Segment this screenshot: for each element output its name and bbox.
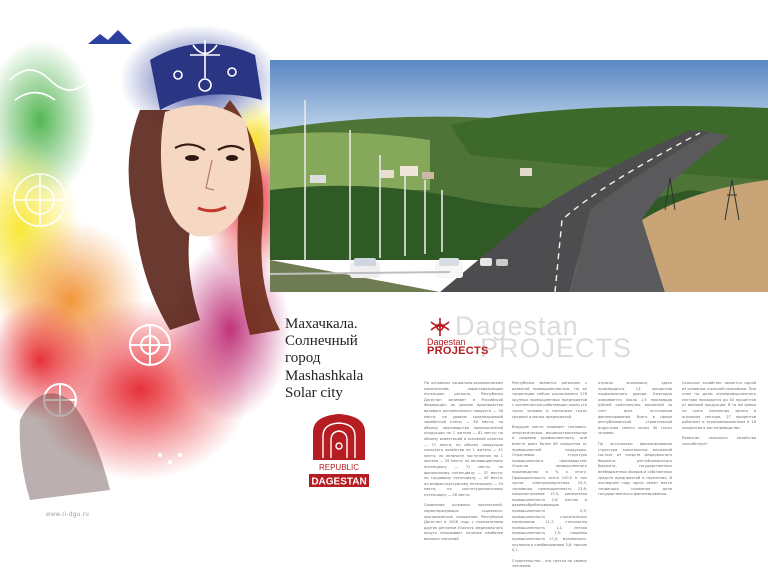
- dagestan-emblem-icon: [303, 410, 375, 490]
- title-russian: [285, 316, 395, 367]
- title-en-line1: Mashashkala: [285, 368, 364, 384]
- dagestan-projects-ornament-icon: [427, 316, 453, 338]
- text-column-3: [598, 381, 672, 531]
- brand-ghost-line2: PROJECTS: [480, 333, 633, 363]
- title-ru-line3: город: [285, 350, 321, 366]
- paragraph: Строительство - это третья по своему значению: [512, 558, 587, 569]
- text-column-1: [424, 381, 503, 542]
- republic-dagestan-logo: [303, 410, 375, 490]
- paragraph: Республика является регионом с развитой промышленностью. На ее территории сейчас расположено 278 крупных промышленных предприятий с численностью работающих около ста тысяч человек и несколько тысяч средних и малых предприятий.: [512, 381, 588, 419]
- website-url: www.ri-dgu.ru: [46, 512, 90, 518]
- highway-photo: [270, 60, 768, 292]
- paragraph: отрасль экономики, здесь производится 13 процентов национального дохода. Ежегодно осваивается около 1,5 миллиарда рублей капитальных вложений за счет всех источников финансирования. Всего в сфере республиканской строительной индустрии занято около 40 тысяч человек.: [598, 381, 672, 436]
- logo-line2: DAGESTAN: [311, 476, 367, 488]
- title-ru-line1: Махачкала.: [285, 316, 358, 332]
- paragraph: Сельское хозяйство является одной из основных отраслей экономики. При этом на долю агропромышленного сектора приходится до 40 процентов от валовой продукции. В то же время на треть населения занято в аграрном секторе, 27 процентов работают в агропромышленном и 16 процентов в растениеводстве.: [682, 381, 756, 430]
- paragraph: Развитие сельского хозяйства способствует: [682, 436, 756, 446]
- title-english: [285, 368, 395, 402]
- woman-portrait-illustration: [0, 0, 300, 541]
- text-column-4: [682, 381, 756, 531]
- paragraph: Сравнение основных показателей, характеризующих социально-экономическое положение Республики Дагестан в 2008 году с показателями других регионов Южного федерального округа показывает наличие наиболее высоких значений: [424, 503, 503, 542]
- brand-line1: Dagestan: [427, 337, 466, 347]
- highway-scene: [270, 60, 768, 292]
- text-column-2: [512, 381, 588, 569]
- watercolor-illustration: [0, 0, 300, 541]
- paragraph: По основным социально-экономическим показателям, характеризующим потенциал региона, Республика Дагестан занимает в Российской Федерации: по уровню производства валового регионального продукта — 38 место; по уровню среднедушевой заработной платы — 80 место; по объему производства промышленной продукции на 1 жителя — 81 место; по объему инвестиций в основной капитал — 71 место; по объему продукции сельского хозяйства на 1 жителя — 41 место; по величине поступления на 1 жителя — 59 место; по инновационному потенциалу — 71 место; по финансовому потенциалу — 37 место; по трудовому потенциалу — 20 место; по инфраструктурному потенциалу — 34 место; по институциональному потенциалу — 26 место.: [424, 381, 503, 497]
- brand-ghost-line1: Dagestan: [455, 311, 579, 341]
- paragraph: Ведущее место занимает топливно-энергетическая, машиностроительная и пищевая промышленность, они вместе дают более 80 процентов от промышленной продукции. Отраслевая структура промышленного производства: Отрасли промышленного производства в % к итогу. Промышленность всего 100,0 в том числе: электроэнергетика 20,5; топливная промышленность 13,6; машиностроение 15,5; химическая промышленность 2,6; лесная и деревообрабатывающая промышленность 0,5; промышленность строительных материалов 11,7; стекольная промышленность 1,1; легкая промышленность 1,5; пищевая промышленность 27,0; мукомольно-крупяная и комбикормовая 3,8; прочие 0,1.: [512, 425, 587, 553]
- paragraph: По источникам финансирования структура капитальных вложений состоит из средств федерального бюджета, республиканского бюджета, государственных внебюджетных фондов и собственных средств предприятий и населения. В последнем году здесь имеет место тенденция снижения доли государственного финансирования.: [598, 441, 672, 497]
- brand-line2: PROJECTS: [427, 345, 489, 357]
- title-ru-line2: Солнечный: [285, 333, 358, 349]
- title-en-line2: Solar city: [285, 385, 343, 401]
- logo-line1: REPUBLIC: [318, 463, 360, 472]
